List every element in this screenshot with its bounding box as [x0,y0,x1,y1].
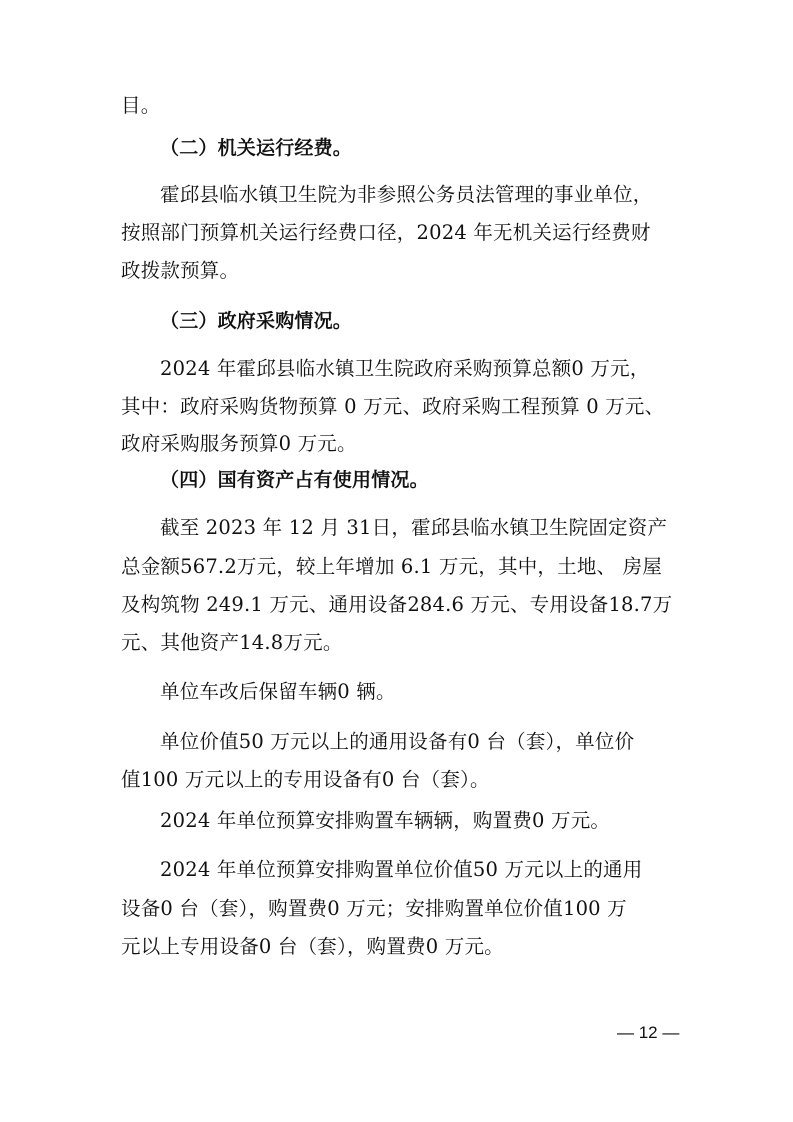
section-heading: （四）国有资产占有使用情况。 [160,469,429,491]
text-line: 截至 2023 年 12 月 31日，霍邱县临水镇卫生院固定资产 [160,516,668,539]
text-line: 2024 年单位预算安排购置单位价值50 万元以上的通用 [160,858,643,881]
text-line: 及构筑物 249.1 万元、通用设备284.6 万元、专用设备18.7万 [121,593,673,616]
text-line: 政拨款预算。 [121,259,240,282]
text-line: 值100 万元以上的专用设备有0 台（套）。 [121,768,490,791]
text-line: 2024 年霍邱县临水镇卫生院政府采购预算总额0 万元， [160,357,650,380]
text-line: 按照部门预算机关运行经费口径，2024 年无机关运行经费财 [121,221,651,244]
text-line: 元、其他资产14.8万元。 [121,631,343,654]
text-line: 设备0 台（套），购置费0 万元；安排购置单位价值100 万 [121,897,627,920]
text-line: 单位车改后保留车辆0 辆。 [160,680,396,703]
text-line: 目。 [121,94,161,117]
section-heading: （二）机关运行经费。 [160,137,353,159]
text-line: 2024 年单位预算安排购置车辆辆，购置费0 万元。 [160,809,611,832]
text-line: 政府采购服务预算0 万元。 [121,432,357,455]
text-line: 霍邱县临水镇卫生院为非参照公务员法管理的事业单位， [160,183,653,206]
text-line: 元以上专用设备0 台（套），购置费0 万元。 [121,935,504,958]
text-line: 单位价值50 万元以上的通用设备有0 台（套），单位价 [160,730,635,753]
text-line: 其中：政府采购货物预算 0 万元、政府采购工程预算 0 万元、 [121,395,665,418]
section-heading: （三）政府采购情况。 [160,310,353,332]
text-line: 总金额567.2万元，较上年增加 6.1 万元，其中，土地、 房屋 [121,555,663,578]
page-number: — 12 — [617,1023,680,1042]
